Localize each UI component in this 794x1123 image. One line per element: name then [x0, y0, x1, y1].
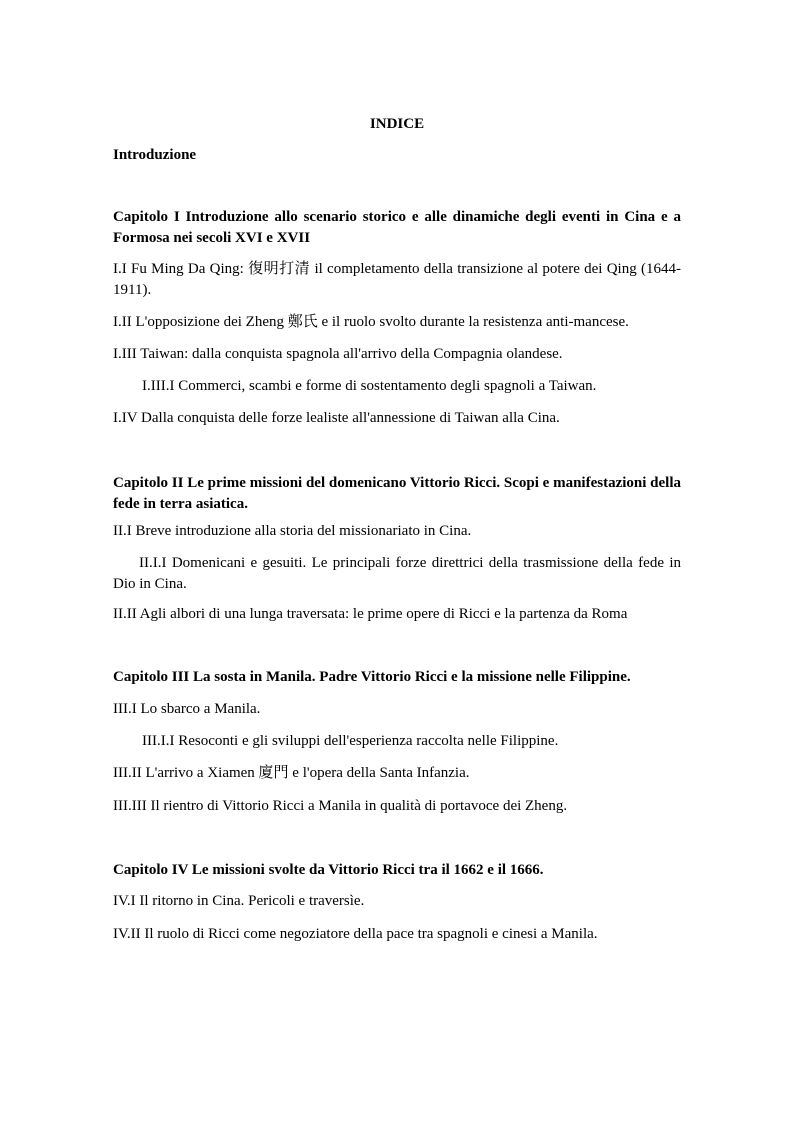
chapter-2-entry-2: II.I.I Domenicani e gesuiti. Le principali forze direttrici della trasmissione della fede in Dio in Cina.	[113, 555, 681, 592]
chapter-3-entry-2: III.I.I Resoconti e gli sviluppi dell'esperienza raccolta nelle Filippine.	[142, 733, 559, 749]
chapter-1-entry-3: I.III Taiwan: dalla conquista spagnola all'arrivo della Compagnia olandese.	[113, 346, 563, 362]
chapter-1-entry-4: I.III.I Commerci, scambi e forme di sostentamento degli spagnoli a Taiwan.	[142, 378, 597, 394]
chapter-3-entry-4: III.III Il rientro di Vittorio Ricci a Manila in qualità di portavoce dei Zheng.	[113, 798, 568, 814]
chapter-3-heading: Capitolo III La sosta in Manila. Padre Vittorio Ricci e la missione nelle Filippine.	[113, 669, 631, 685]
page-title: INDICE	[369, 116, 425, 132]
chapter-4-entry-2: IV.II Il ruolo di Ricci come negoziatore della pace tra spagnoli e cinesi a Manila.	[113, 926, 598, 942]
chapter-1-entry-2: I.II L'opposizione dei Zheng 鄭氏 e il ruolo svolto durante la resistenza anti-mancese.	[113, 314, 629, 330]
chapter-4-heading: Capitolo IV Le missioni svolte da Vittorio Ricci tra il 1662 e il 1666.	[113, 862, 544, 878]
chapter-2-heading: Capitolo II Le prime missioni del domenicano Vittorio Ricci. Scopi e manifestazioni della fede in terra asiatica.	[113, 475, 681, 512]
chapter-1-heading: Capitolo I Introduzione allo scenario storico e alle dinamiche degli eventi in Cina e a Formosa nei secoli XVI e XVII	[113, 209, 681, 246]
chapter-2-entry-1: II.I Breve introduzione alla storia del missionariato in Cina.	[113, 523, 472, 539]
chapter-1-entry-5: I.IV Dalla conquista delle forze lealiste all'annessione di Taiwan alla Cina.	[113, 410, 560, 426]
chapter-3-entry-3: III.II L'arrivo a Xiamen 廈門 e l'opera della Santa Infanzia.	[113, 765, 470, 781]
introduction-heading: Introduzione	[113, 147, 197, 163]
chapter-3-entry-1: III.I Lo sbarco a Manila.	[113, 701, 261, 717]
chapter-2-entry-3: II.II Agli albori di una lunga traversata: le prime opere di Ricci e la partenza da Roma	[113, 606, 628, 622]
chapter-4-entry-1: IV.I Il ritorno in Cina. Pericoli e traversìe.	[113, 893, 365, 909]
chapter-1-entry-1: I.I Fu Ming Da Qing: 復明打清 il completamento della transizione al potere dei Qing (1644-1911).	[113, 261, 681, 298]
